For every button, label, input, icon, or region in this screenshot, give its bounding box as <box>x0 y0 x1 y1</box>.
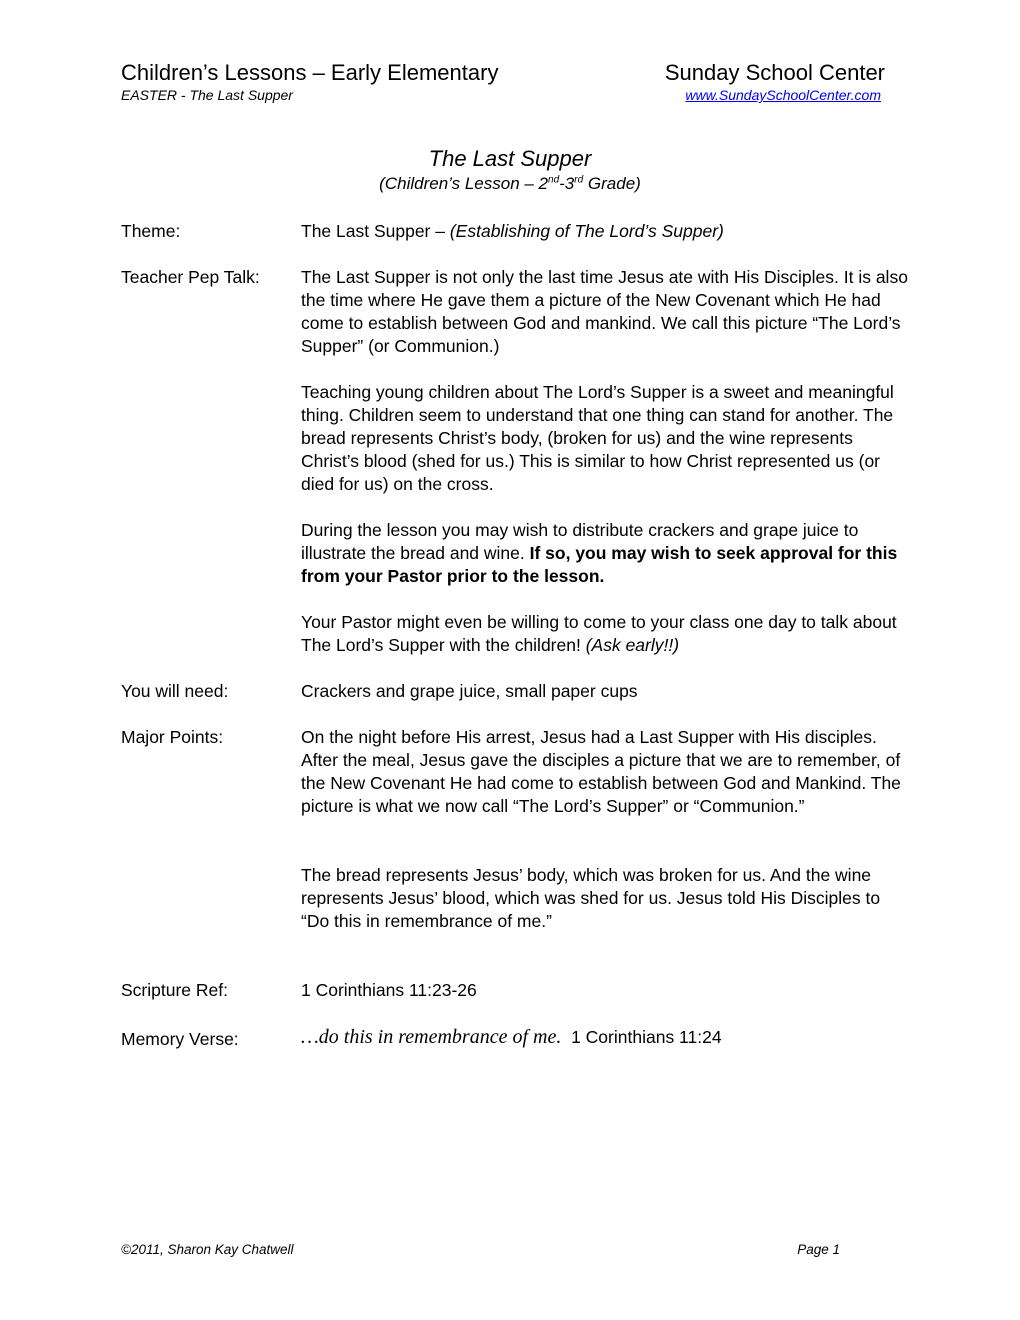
page-title: The Last Supper <box>428 146 592 171</box>
pep-talk-p3-bold: If so, you may wish to seek approval for this from your Pastor prior to the lesson. <box>301 543 898 586</box>
subtitle-sup-nd: nd <box>548 174 560 186</box>
pep-talk-p4 <box>301 611 911 657</box>
pep-talk-label: Teacher Pep Talk: <box>121 267 260 287</box>
pep-talk-p1 <box>301 266 911 358</box>
footer-copyright: ©2011, Sharon Kay Chatwell <box>121 1242 294 1257</box>
subtitle-prefix: (Children’s Lesson – 2 <box>379 174 549 193</box>
major-points-label: Major Points: <box>121 727 224 747</box>
memory-verse-text: …do this in remembrance of me. <box>301 1026 562 1048</box>
memory-verse-label: Memory Verse: <box>121 1029 239 1049</box>
major-points-p1 <box>301 726 911 818</box>
theme-label: Theme: <box>121 221 181 241</box>
header-lesson-title: Children’s Lessons – Early Elementary <box>121 60 499 85</box>
header-lesson-subtitle: EASTER - The Last Supper <box>121 87 293 103</box>
theme-italic: (Establishing of The Lord’s Supper) <box>449 221 724 241</box>
pep-talk-p4-plain: Your Pastor might even be willing to come to your class one day to talk about The Lord’s Supper with the children! <box>301 612 897 655</box>
major-points-p2 <box>301 864 911 933</box>
pep-talk-p2 <box>301 381 911 496</box>
pep-talk-p2-text: Teaching young children about The Lord’s Supper is a sweet and meaningful thing. Children seem to understand that one thing can stand for another. The bread represents Christ’s body, (broken for us) and the wine represents Christ’s blood (shed for us.) This is similar to how Christ represented us (or died for us) on the cross. <box>301 382 894 494</box>
subtitle-mid: -3 <box>559 174 575 193</box>
subtitle-suffix: Grade) <box>583 174 641 193</box>
pep-talk-p3 <box>301 519 911 588</box>
pep-talk-p1-text: The Last Supper is not only the last time Jesus ate with His Disciples. It is also the time where He gave them a picture of the New Covenant which He had come to establish between God and mankind. We call this picture “The Lord’s Supper” (or Communion.) <box>301 267 908 356</box>
theme-text <box>301 220 911 243</box>
major-points-p1-text: On the night before His arrest, Jesus had a Last Supper with His disciples. After the meal, Jesus gave the disciples a picture that we are to remember, of the New Covenant He had come to establish between God and Mankind. The picture is what we now call “The Lord’s Supper” or “Communion.” <box>301 727 901 816</box>
header-site-link[interactable]: www.SundaySchoolCenter.com <box>685 87 881 103</box>
pep-talk-p3-plain: During the lesson you may wish to distribute crackers and grape juice to illustrate the bread and wine. <box>301 520 859 563</box>
subtitle-sup-rd: rd <box>574 174 584 186</box>
need-text: Crackers and grape juice, small paper cups <box>301 681 638 701</box>
scripture-text: 1 Corinthians 11:23-26 <box>301 980 477 1000</box>
need-label: You will need: <box>121 681 229 701</box>
page-subtitle <box>0 174 1020 194</box>
memory-verse-ref: 1 Corinthians 11:24 <box>571 1027 722 1047</box>
footer-page-number: Page 1 <box>797 1242 840 1257</box>
memory-verse <box>301 1026 911 1049</box>
major-points-p2-text: The bread represents Jesus’ body, which was broken for us. And the wine represents Jesus’ blood, which was shed for us. Jesus told His Disciples to “Do this in remembrance of me.” <box>301 865 881 931</box>
scripture-label: Scripture Ref: <box>121 980 228 1000</box>
header-site-title: Sunday School Center <box>664 60 885 85</box>
theme-plain: The Last Supper – <box>301 221 450 241</box>
pep-talk-p4-italic: (Ask early!!) <box>585 635 680 655</box>
